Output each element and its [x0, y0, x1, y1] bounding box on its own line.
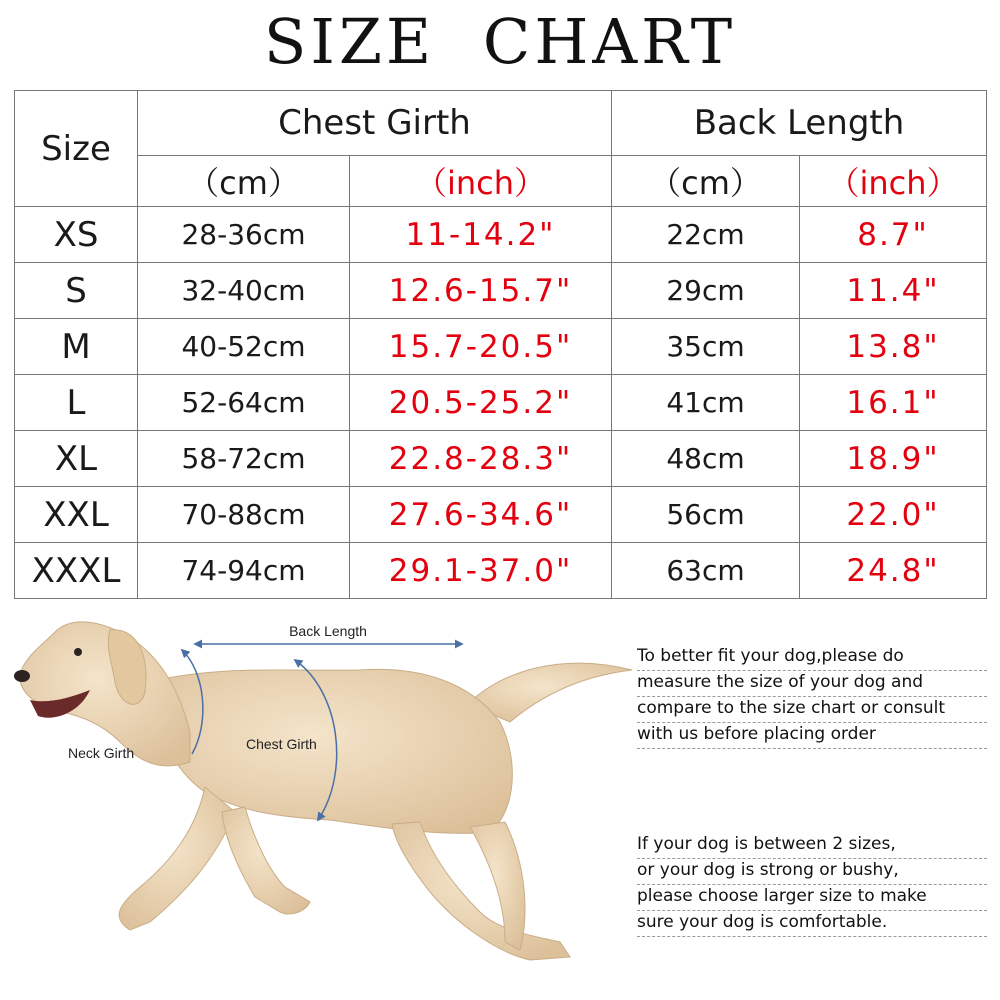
size-label: XXXL	[15, 543, 138, 599]
back-cm-unit: （cm）	[612, 156, 800, 207]
chest-inch-value: 27.6-34.6"	[350, 487, 612, 543]
chest-cm-value: 32-40cm	[138, 263, 350, 319]
size-row	[15, 207, 987, 263]
back-inch-value: 11.4"	[800, 263, 987, 319]
chest-inch-value: 22.8-28.3"	[350, 431, 612, 487]
note-line: If your dog is between 2 sizes,	[637, 833, 987, 859]
chest-cm-value: 74-94cm	[138, 543, 350, 599]
size-row	[15, 431, 987, 487]
note-line: sure your dog is comfortable.	[637, 911, 987, 937]
note-line: or your dog is strong or bushy,	[637, 859, 987, 885]
back-inch-value: 22.0"	[800, 487, 987, 543]
size-label: XS	[15, 207, 138, 263]
back-inch-value: 13.8"	[800, 319, 987, 375]
back-inch-value: 16.1"	[800, 375, 987, 431]
back-cm-value: 29cm	[612, 263, 800, 319]
chest-inch-value: 15.7-20.5"	[350, 319, 612, 375]
fit-advice-note	[637, 645, 987, 749]
back-cm-value: 41cm	[612, 375, 800, 431]
dog-measurement-diagram	[0, 612, 640, 1000]
back-cm-value: 22cm	[612, 207, 800, 263]
chest-cm-value: 58-72cm	[138, 431, 350, 487]
back-length-header: Back Length	[612, 91, 987, 156]
nose-mark	[14, 670, 30, 682]
size-row	[15, 263, 987, 319]
size-label: XL	[15, 431, 138, 487]
chest-cm-value: 52-64cm	[138, 375, 350, 431]
chest-cm-value: 40-52cm	[138, 319, 350, 375]
back-inch-unit: （inch）	[800, 156, 987, 207]
size-chart-table	[14, 90, 987, 599]
chest-girth-label: Chest Girth	[246, 736, 317, 752]
back-inch-value: 8.7"	[800, 207, 987, 263]
chest-inch-value: 12.6-15.7"	[350, 263, 612, 319]
size-label: S	[15, 263, 138, 319]
back-inch-value: 18.9"	[800, 431, 987, 487]
page-title: SIZE CHART	[263, 5, 737, 78]
back-cm-value: 56cm	[612, 487, 800, 543]
size-choice-note	[637, 833, 987, 937]
chest-inch-value: 11-14.2"	[350, 207, 612, 263]
back-cm-value: 48cm	[612, 431, 800, 487]
back-length-label: Back Length	[289, 623, 367, 639]
size-row	[15, 487, 987, 543]
chest-cm-value: 28-36cm	[138, 207, 350, 263]
back-inch-value: 24.8"	[800, 543, 987, 599]
note-line: compare to the size chart or consult	[637, 697, 987, 723]
note-line: with us before placing order	[637, 723, 987, 749]
note-line: To better fit your dog,please do	[637, 645, 987, 671]
size-label: XXL	[15, 487, 138, 543]
size-label: M	[15, 319, 138, 375]
back-cm-value: 35cm	[612, 319, 800, 375]
neck-girth-label: Neck Girth	[68, 745, 135, 761]
size-row	[15, 319, 987, 375]
size-column-header: Size	[15, 91, 138, 207]
size-row	[15, 543, 987, 599]
chest-cm-value: 70-88cm	[138, 487, 350, 543]
chest-inch-unit: （inch）	[350, 156, 612, 207]
chest-inch-value: 29.1-37.0"	[350, 543, 612, 599]
size-row	[15, 375, 987, 431]
note-line: measure the size of your dog and	[637, 671, 987, 697]
chest-girth-header: Chest Girth	[138, 91, 612, 156]
note-line: please choose larger size to make	[637, 885, 987, 911]
size-label: L	[15, 375, 138, 431]
chest-inch-value: 20.5-25.2"	[350, 375, 612, 431]
chest-cm-unit: （cm）	[138, 156, 350, 207]
back-cm-value: 63cm	[612, 543, 800, 599]
dog-illustration	[20, 622, 632, 960]
eye-mark	[74, 648, 82, 656]
